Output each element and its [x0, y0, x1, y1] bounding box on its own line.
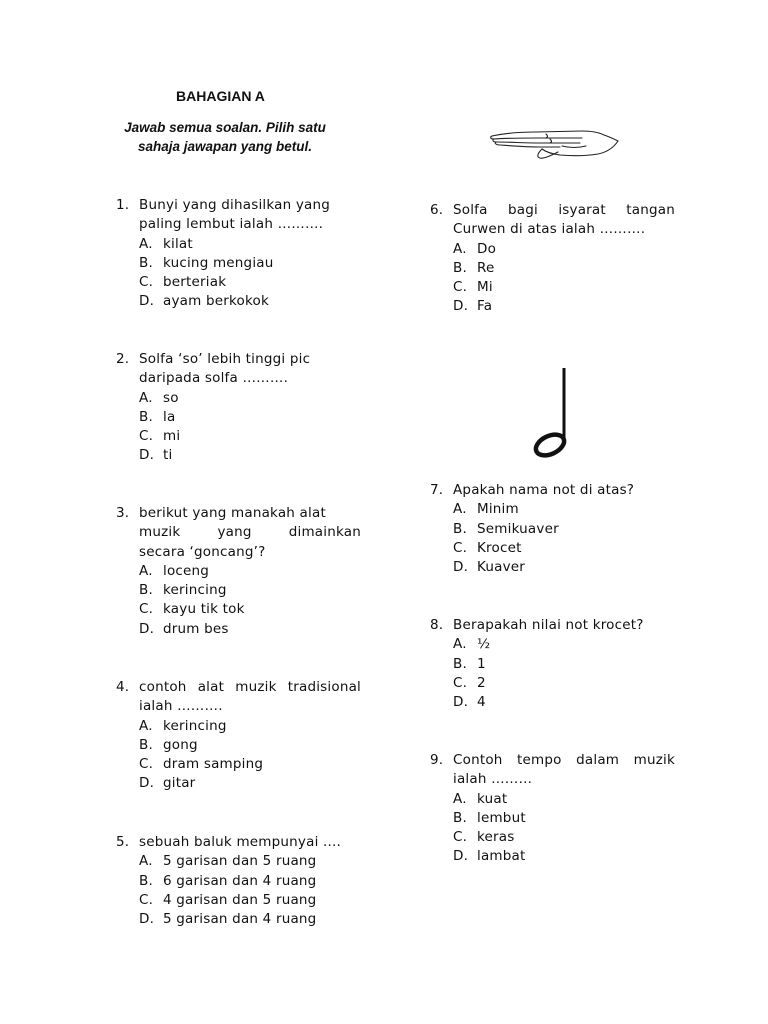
option-d[interactable] — [453, 558, 675, 577]
question-stem-line: contoh alat muzik tradisional — [139, 679, 361, 695]
option-letter: C. — [139, 601, 154, 618]
option-letter: D. — [139, 775, 155, 792]
question-stem-line: Contoh tempo dalam muzik — [453, 752, 675, 768]
option-letter: D. — [453, 298, 469, 315]
option-text: gitar — [163, 775, 196, 792]
question-number: 1. — [116, 197, 130, 213]
option-c[interactable] — [453, 828, 675, 847]
option-text: Do — [477, 240, 497, 257]
option-b[interactable] — [139, 581, 361, 600]
option-text: 6 garisan dan 4 ruang — [163, 872, 317, 889]
option-d[interactable] — [139, 774, 361, 793]
instructions — [108, 118, 342, 156]
curwen-hand-sign-image — [486, 122, 626, 162]
option-letter: B. — [453, 809, 467, 826]
option-d[interactable] — [139, 446, 361, 465]
question-stem-line: Bunyi yang dihasilkan yang — [139, 197, 331, 213]
option-d[interactable] — [453, 693, 675, 712]
option-letter: C. — [139, 756, 154, 773]
instruction-line-2: sahaja jawapan yang betul. — [137, 139, 313, 154]
option-text: lembut — [477, 809, 526, 826]
option-letter: C. — [139, 891, 154, 908]
question-stem-line: ialah ……… — [453, 771, 533, 788]
question-4 — [116, 678, 361, 794]
option-text: kilat — [163, 235, 193, 252]
option-letter: D. — [139, 293, 155, 310]
option-letter: B. — [453, 655, 467, 672]
option-letter: C. — [453, 674, 468, 691]
option-letter: A. — [453, 790, 467, 807]
option-text: 2 — [477, 674, 486, 691]
option-letter: D. — [453, 694, 469, 711]
option-c[interactable] — [453, 278, 675, 297]
option-text: Re — [477, 259, 495, 276]
option-letter: D. — [139, 620, 155, 637]
question-2 — [116, 350, 361, 466]
option-b[interactable] — [453, 809, 675, 828]
option-text: mi — [163, 428, 181, 445]
option-letter: D. — [453, 848, 469, 865]
option-letter: A. — [453, 636, 467, 653]
option-letter: C. — [453, 279, 468, 296]
question-number: 2. — [116, 351, 130, 367]
option-text: Krocet — [477, 539, 522, 556]
question-stem-line: muzik yang dimainkan — [139, 524, 361, 541]
option-a[interactable] — [453, 790, 675, 809]
instruction-line-1: Jawab semua soalan. Pilih satu — [124, 120, 326, 135]
option-letter: C. — [453, 829, 468, 846]
option-b[interactable] — [139, 408, 361, 427]
option-letter: A. — [139, 235, 153, 252]
option-letter: B. — [139, 872, 153, 889]
option-text: Mi — [477, 279, 493, 296]
option-text: kerincing — [163, 717, 227, 734]
question-number: 9. — [430, 752, 444, 768]
option-text: Fa — [477, 298, 493, 315]
option-d[interactable] — [139, 910, 361, 929]
option-letter: C. — [139, 274, 154, 291]
minim-note-image — [528, 364, 574, 460]
option-c[interactable] — [139, 273, 361, 292]
option-text: 5 garisan dan 5 ruang — [163, 853, 317, 870]
option-text: 4 garisan dan 5 ruang — [163, 891, 317, 908]
question-stem-line: ialah ………. — [139, 698, 223, 715]
question-9 — [430, 751, 675, 867]
option-text: kucing mengiau — [163, 254, 274, 271]
question-stem-line: Curwen di atas ialah ………. — [453, 221, 646, 238]
option-letter: D. — [139, 911, 155, 928]
option-letter: C. — [453, 539, 468, 556]
section-title: BAHAGIAN A — [176, 88, 265, 104]
option-c[interactable] — [453, 539, 675, 558]
option-a[interactable] — [139, 389, 361, 408]
question-number: 4. — [116, 679, 130, 695]
option-letter: C. — [139, 428, 154, 445]
option-b[interactable] — [453, 655, 675, 674]
question-stem-line: Solfa bagi isyarat tangan — [453, 202, 675, 218]
option-text: ayam berkokok — [163, 293, 270, 310]
option-b[interactable] — [139, 736, 361, 755]
option-d[interactable] — [139, 292, 361, 311]
option-text: Semikuaver — [477, 520, 559, 537]
question-8 — [430, 616, 675, 712]
question-stem-line: secara ‘goncang’? — [139, 543, 266, 560]
option-letter: A. — [453, 240, 467, 257]
option-a[interactable] — [453, 240, 675, 259]
question-stem-line: sebuah baluk mempunyai .... — [139, 834, 342, 850]
question-number: 7. — [430, 482, 444, 498]
question-stem-line: Berapakah nilai not krocet? — [453, 617, 644, 633]
option-b[interactable] — [453, 259, 675, 278]
option-text: so — [163, 389, 179, 406]
option-text: lambat — [477, 848, 526, 865]
option-b[interactable] — [139, 872, 361, 891]
option-a[interactable] — [453, 500, 675, 519]
option-a[interactable] — [453, 635, 675, 654]
option-a[interactable] — [139, 562, 361, 581]
option-letter: A. — [139, 389, 153, 406]
question-5 — [116, 833, 361, 929]
option-d[interactable] — [139, 620, 361, 639]
option-letter: B. — [139, 408, 153, 425]
option-text: ½ — [477, 636, 491, 653]
option-text: gong — [163, 736, 198, 753]
option-c[interactable] — [139, 427, 361, 446]
question-number: 6. — [430, 202, 444, 218]
option-c[interactable] — [139, 755, 361, 774]
question-stem-line: Solfa ‘so’ lebih tinggi pic — [139, 351, 311, 367]
option-text: kerincing — [163, 582, 227, 599]
option-c[interactable] — [453, 674, 675, 693]
option-a[interactable] — [139, 235, 361, 254]
option-letter: A. — [139, 562, 153, 579]
option-letter: A. — [453, 501, 467, 518]
option-d[interactable] — [453, 297, 675, 316]
question-3 — [116, 504, 361, 639]
option-letter: D. — [453, 559, 469, 576]
option-text: berteriak — [163, 274, 227, 291]
option-letter: A. — [139, 717, 153, 734]
option-text: 4 — [477, 694, 486, 711]
option-letter: A. — [139, 853, 153, 870]
question-6 — [430, 201, 675, 317]
question-1 — [116, 196, 361, 312]
question-stem-line: paling lembut ialah ………. — [139, 216, 324, 233]
option-d[interactable] — [453, 847, 675, 866]
option-a[interactable] — [139, 852, 361, 871]
option-text: dram samping — [163, 756, 264, 773]
question-number: 5. — [116, 834, 130, 850]
option-c[interactable] — [139, 600, 361, 619]
option-text: keras — [477, 829, 515, 846]
question-stem-line: daripada solfa ………. — [139, 370, 289, 387]
option-letter: B. — [139, 736, 153, 753]
option-text: 5 garisan dan 4 ruang — [163, 911, 317, 928]
question-number: 3. — [116, 505, 130, 521]
option-text: kuat — [477, 790, 508, 807]
option-letter: B. — [139, 254, 153, 271]
option-c[interactable] — [139, 891, 361, 910]
option-text: ti — [163, 447, 173, 464]
option-text: drum bes — [163, 620, 229, 637]
question-number: 8. — [430, 617, 444, 633]
option-a[interactable] — [139, 717, 361, 736]
option-letter: B. — [453, 520, 467, 537]
option-text: la — [163, 408, 176, 425]
option-text: 1 — [477, 655, 486, 672]
question-stem-line: Apakah nama not di atas? — [453, 482, 635, 498]
option-text: loceng — [163, 562, 210, 579]
question-7 — [430, 481, 675, 577]
question-stem-line: berikut yang manakah alat — [139, 505, 326, 521]
option-text: Minim — [477, 501, 519, 518]
option-b[interactable] — [139, 254, 361, 273]
option-text: kayu tik tok — [163, 601, 245, 618]
option-text: Kuaver — [477, 559, 526, 576]
option-b[interactable] — [453, 520, 675, 539]
option-letter: B. — [139, 582, 153, 599]
option-letter: B. — [453, 259, 467, 276]
option-letter: D. — [139, 447, 155, 464]
